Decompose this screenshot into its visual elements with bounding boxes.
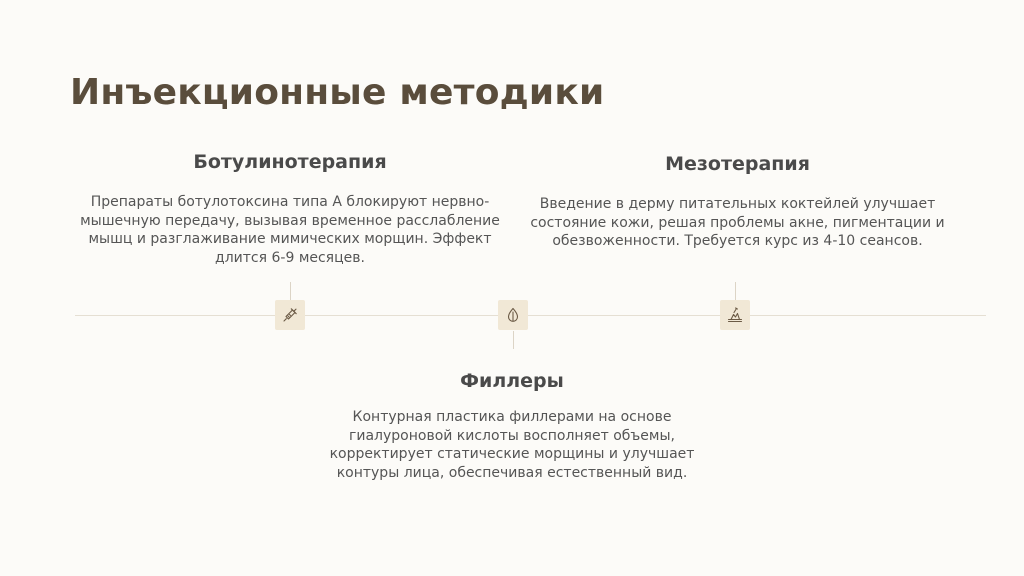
timeline-line	[75, 315, 986, 316]
syringe-icon	[281, 306, 299, 324]
mesotherapy-heading: Мезотерапия	[665, 153, 810, 175]
slide-title: Инъекционные методики	[70, 72, 605, 113]
fillers-text: Контурная пластика филлерами на основе гиалуроновой кислоты восполняет объемы, корректирует статические морщины и улучшает контуры лица, обеспечивая естественный вид.	[329, 409, 695, 481]
botulinum-therapy-block	[70, 151, 510, 267]
timeline-marker-fillers	[498, 300, 528, 330]
mesotherapy-block	[510, 153, 965, 251]
timeline-marker-mesotherapy	[720, 300, 750, 330]
mesotherapy-text: Введение в дерму питательных коктейлей улучшает состояние кожи, решая проблемы акне, пигментации и обезвоженности. Требуется курс из 4-10 сеансов.	[530, 196, 945, 249]
botulinum-therapy-text: Препараты ботулотоксина типа А блокируют нервно-мышечную передачу, вызывая временное расслабление мышц и разглаживание мимических морщин. Эффект длится 6-9 месяцев.	[80, 194, 500, 266]
botulinum-therapy-heading: Ботулинотерапия	[193, 151, 387, 173]
fillers-block	[300, 370, 724, 482]
skin-treatment-icon	[726, 306, 744, 324]
timeline-connector-mesotherapy	[735, 282, 736, 300]
timeline-connector-botulinum	[290, 282, 291, 300]
droplet-icon	[504, 306, 522, 324]
timeline-connector-fillers	[513, 331, 514, 349]
fillers-heading: Филлеры	[460, 370, 564, 392]
timeline-marker-botulinum	[275, 300, 305, 330]
